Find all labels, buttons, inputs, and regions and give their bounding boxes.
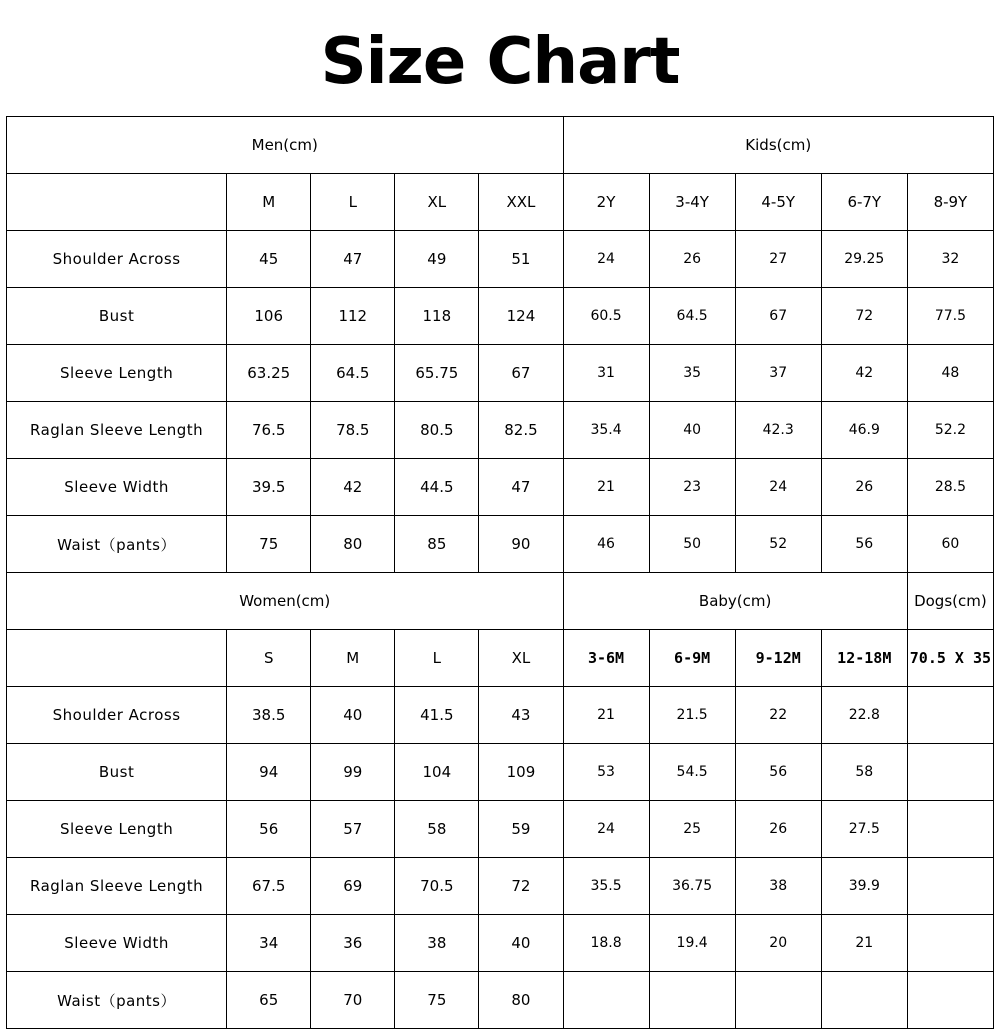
cell-women-raglan-m: 69 [311,858,395,915]
cell-men-waist-l: 80 [311,516,395,573]
size-header-kids-3-4y: 3-4Y [649,174,735,231]
cell-baby-waist-empty-1 [563,972,649,1029]
cell-kids-waist-8-9y: 60 [907,516,993,573]
cell-men-bust-l: 112 [311,288,395,345]
table-row-size-labels-2 [7,630,994,687]
cell-women-raglan-s: 67.5 [227,858,311,915]
row-label-sleeve-width: Sleeve Width [7,459,227,516]
cell-baby-sleeve-length-9-12m: 26 [735,801,821,858]
cell-women-bust-xl: 109 [479,744,563,801]
row-label-waist-pants: Waist（pants） [7,516,227,573]
cell-men-waist-xxl: 90 [479,516,563,573]
size-header-kids-8-9y: 8-9Y [907,174,993,231]
row-label-shoulder-across: Shoulder Across [7,231,227,288]
cell-women-sleeve-length-m: 57 [311,801,395,858]
cell-dogs-empty-3 [907,801,993,858]
size-header-baby-9-12m: 9-12M [735,630,821,687]
cell-kids-sleeve-length-6-7y: 42 [821,345,907,402]
cell-kids-raglan-3-4y: 40 [649,402,735,459]
cell-kids-waist-4-5y: 52 [735,516,821,573]
table-row [7,858,994,915]
cell-baby-sleeve-width-9-12m: 20 [735,915,821,972]
size-header-baby-12-18m: 12-18M [821,630,907,687]
cell-men-bust-xxl: 124 [479,288,563,345]
cell-kids-sleeve-width-6-7y: 26 [821,459,907,516]
table-row [7,915,994,972]
cell-men-sleeve-length-l: 64.5 [311,345,395,402]
cell-dogs-empty-6 [907,972,993,1029]
cell-women-sleeve-width-l: 38 [395,915,479,972]
cell-men-sleeve-length-m: 63.25 [227,345,311,402]
cell-kids-sleeve-length-4-5y: 37 [735,345,821,402]
cell-men-shoulder-xl: 49 [395,231,479,288]
cell-women-raglan-l: 70.5 [395,858,479,915]
cell-kids-sleeve-length-2y: 31 [563,345,649,402]
cell-baby-shoulder-6-9m: 21.5 [649,687,735,744]
cell-baby-sleeve-length-6-9m: 25 [649,801,735,858]
table-row-size-labels-1 [7,174,994,231]
cell-women-bust-l: 104 [395,744,479,801]
cell-men-shoulder-xxl: 51 [479,231,563,288]
size-header-baby-3-6m: 3-6M [563,630,649,687]
cell-kids-raglan-2y: 35.4 [563,402,649,459]
section-header-men: Men(cm) [7,117,564,174]
cell-men-sleeve-width-l: 42 [311,459,395,516]
cell-women-shoulder-l: 41.5 [395,687,479,744]
size-header-kids-4-5y: 4-5Y [735,174,821,231]
size-header-kids-6-7y: 6-7Y [821,174,907,231]
table-row [7,288,994,345]
size-header-men-m: M [227,174,311,231]
cell-dogs-empty-1 [907,687,993,744]
cell-men-sleeve-width-m: 39.5 [227,459,311,516]
cell-men-raglan-xxl: 82.5 [479,402,563,459]
row-label-bust: Bust [7,288,227,345]
cell-baby-sleeve-width-6-9m: 19.4 [649,915,735,972]
cell-kids-waist-6-7y: 56 [821,516,907,573]
cell-women-shoulder-m: 40 [311,687,395,744]
row-label-raglan-sleeve-length: Raglan Sleeve Length [7,402,227,459]
cell-kids-bust-3-4y: 64.5 [649,288,735,345]
cell-men-waist-xl: 85 [395,516,479,573]
cell-women-waist-xl: 80 [479,972,563,1029]
cell-women-sleeve-length-xl: 59 [479,801,563,858]
cell-kids-sleeve-width-8-9y: 28.5 [907,459,993,516]
cell-women-bust-s: 94 [227,744,311,801]
size-header-men-l: L [311,174,395,231]
section-header-kids: Kids(cm) [563,117,994,174]
cell-baby-bust-12-18m: 58 [821,744,907,801]
cell-baby-raglan-3-6m: 35.5 [563,858,649,915]
cell-kids-bust-6-7y: 72 [821,288,907,345]
corner-cell-2 [7,630,227,687]
section-header-women: Women(cm) [7,573,564,630]
table-row [7,687,994,744]
corner-cell-1 [7,174,227,231]
size-chart-container [0,116,1000,1029]
cell-kids-sleeve-width-4-5y: 24 [735,459,821,516]
cell-women-waist-s: 65 [227,972,311,1029]
table-row [7,231,994,288]
cell-kids-sleeve-width-2y: 21 [563,459,649,516]
cell-kids-bust-8-9y: 77.5 [907,288,993,345]
row-label-bust-2: Bust [7,744,227,801]
cell-kids-raglan-8-9y: 52.2 [907,402,993,459]
cell-baby-sleeve-width-3-6m: 18.8 [563,915,649,972]
table-row [7,744,994,801]
cell-baby-sleeve-length-12-18m: 27.5 [821,801,907,858]
cell-kids-shoulder-6-7y: 29.25 [821,231,907,288]
cell-kids-sleeve-length-8-9y: 48 [907,345,993,402]
size-header-women-s: S [227,630,311,687]
cell-women-waist-l: 75 [395,972,479,1029]
cell-baby-bust-3-6m: 53 [563,744,649,801]
size-header-women-xl: XL [479,630,563,687]
cell-men-sleeve-width-xl: 44.5 [395,459,479,516]
cell-baby-waist-empty-2 [649,972,735,1029]
cell-men-bust-m: 106 [227,288,311,345]
cell-baby-raglan-6-9m: 36.75 [649,858,735,915]
cell-kids-sleeve-width-3-4y: 23 [649,459,735,516]
cell-women-bust-m: 99 [311,744,395,801]
cell-men-shoulder-m: 45 [227,231,311,288]
page-title: Size Chart [320,25,680,99]
cell-men-bust-xl: 118 [395,288,479,345]
cell-kids-raglan-4-5y: 42.3 [735,402,821,459]
table-row [7,801,994,858]
table-row [7,516,994,573]
cell-kids-shoulder-4-5y: 27 [735,231,821,288]
cell-kids-sleeve-length-3-4y: 35 [649,345,735,402]
cell-baby-bust-6-9m: 54.5 [649,744,735,801]
table-row [7,345,994,402]
row-label-sleeve-width-2: Sleeve Width [7,915,227,972]
cell-women-sleeve-length-l: 58 [395,801,479,858]
cell-kids-bust-2y: 60.5 [563,288,649,345]
cell-baby-shoulder-3-6m: 21 [563,687,649,744]
row-label-raglan-sleeve-length-2: Raglan Sleeve Length [7,858,227,915]
cell-baby-raglan-12-18m: 39.9 [821,858,907,915]
cell-baby-waist-empty-4 [821,972,907,1029]
size-header-baby-6-9m: 6-9M [649,630,735,687]
section-header-baby: Baby(cm) [563,573,907,630]
cell-dogs-empty-5 [907,915,993,972]
cell-men-raglan-l: 78.5 [311,402,395,459]
cell-men-waist-m: 75 [227,516,311,573]
cell-baby-sleeve-width-12-18m: 21 [821,915,907,972]
size-header-women-m: M [311,630,395,687]
cell-women-sleeve-width-xl: 40 [479,915,563,972]
size-header-women-l: L [395,630,479,687]
row-label-sleeve-length: Sleeve Length [7,345,227,402]
cell-men-sleeve-length-xxl: 67 [479,345,563,402]
table-row-section-header-2 [7,573,994,630]
cell-baby-shoulder-9-12m: 22 [735,687,821,744]
section-header-dogs: Dogs(cm) [907,573,993,630]
table-row [7,402,994,459]
size-header-dogs-dimensions: 70.5 X 35 [907,630,993,687]
cell-kids-shoulder-2y: 24 [563,231,649,288]
cell-men-raglan-xl: 80.5 [395,402,479,459]
cell-men-shoulder-l: 47 [311,231,395,288]
cell-kids-waist-2y: 46 [563,516,649,573]
cell-kids-raglan-6-7y: 46.9 [821,402,907,459]
row-label-shoulder-across-2: Shoulder Across [7,687,227,744]
cell-women-shoulder-s: 38.5 [227,687,311,744]
size-header-men-xl: XL [395,174,479,231]
cell-men-sleeve-length-xl: 65.75 [395,345,479,402]
cell-baby-waist-empty-3 [735,972,821,1029]
cell-kids-shoulder-8-9y: 32 [907,231,993,288]
cell-kids-shoulder-3-4y: 26 [649,231,735,288]
row-label-sleeve-length-2: Sleeve Length [7,801,227,858]
size-chart-table [6,116,994,1029]
cell-women-sleeve-width-s: 34 [227,915,311,972]
cell-kids-waist-3-4y: 50 [649,516,735,573]
cell-dogs-empty-2 [907,744,993,801]
cell-women-waist-m: 70 [311,972,395,1029]
cell-baby-bust-9-12m: 56 [735,744,821,801]
cell-women-raglan-xl: 72 [479,858,563,915]
table-row-section-header-1 [7,117,994,174]
cell-dogs-empty-4 [907,858,993,915]
cell-baby-shoulder-12-18m: 22.8 [821,687,907,744]
row-label-waist-pants-2: Waist（pants） [7,972,227,1029]
cell-women-sleeve-width-m: 36 [311,915,395,972]
cell-women-shoulder-xl: 43 [479,687,563,744]
cell-men-sleeve-width-xxl: 47 [479,459,563,516]
size-header-kids-2y: 2Y [563,174,649,231]
cell-men-raglan-m: 76.5 [227,402,311,459]
cell-baby-sleeve-length-3-6m: 24 [563,801,649,858]
table-row [7,459,994,516]
cell-kids-bust-4-5y: 67 [735,288,821,345]
size-header-men-xxl: XXL [479,174,563,231]
cell-women-sleeve-length-s: 56 [227,801,311,858]
cell-baby-raglan-9-12m: 38 [735,858,821,915]
table-row [7,972,994,1029]
